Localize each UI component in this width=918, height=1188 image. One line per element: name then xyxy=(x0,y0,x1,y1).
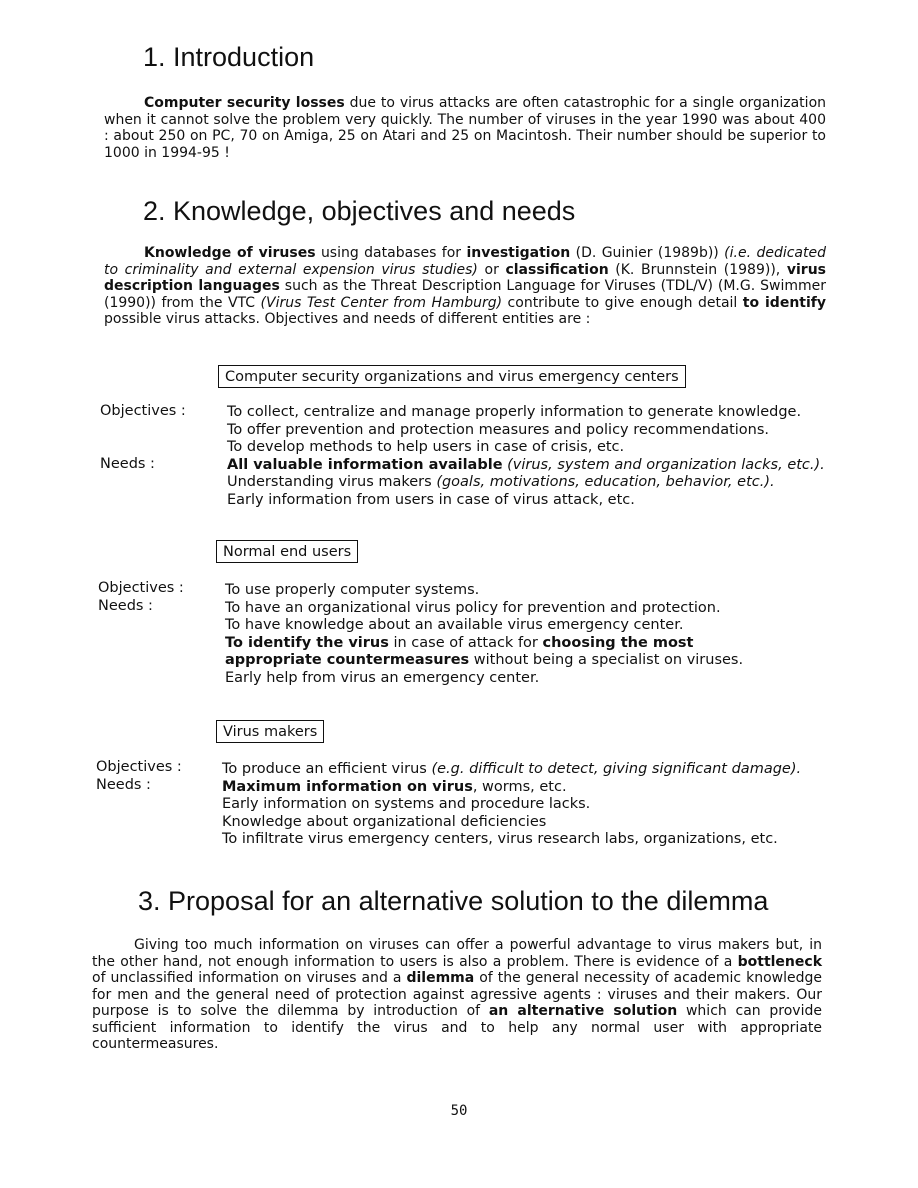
section-1-title: 1. Introduction xyxy=(143,42,315,72)
s3-bold-alternative: an alternative solution xyxy=(488,1003,678,1019)
list-item: Early help from virus an emergency center. xyxy=(225,669,540,686)
e2-need3-plain: in case of attack for xyxy=(388,634,543,651)
s2-text-2: (D. Guinier (1989b)) xyxy=(570,245,725,261)
s1-text: due to virus attacks are often catastrophic for a single organization when it cannot solve the problem very quickly. The number of viruses in the year 1990 was about 400 : about 250 on PC, 70 on Amiga, 25 on Atari and 25 on Macintosh. Their number should be superior to 1000 in 1994-95 ! xyxy=(104,95,827,161)
list-item xyxy=(222,761,801,779)
e3-need1-plain: , worms, etc. xyxy=(472,778,567,795)
section-2-title: 2. Knowledge, objectives and needs xyxy=(143,196,576,226)
list-item: Knowledge about organizational deficiencies xyxy=(222,813,547,830)
list-item: To develop methods to help users in case of crisis, etc. xyxy=(227,439,625,455)
list-item: Early information on systems and procedure lacks. xyxy=(222,796,591,812)
list-item: To use properly computer systems. xyxy=(225,582,480,598)
list-item xyxy=(222,779,801,797)
entity-1-objectives-label: Objectives : xyxy=(100,403,186,419)
list-item xyxy=(227,457,825,475)
s2-bold-investigation: investigation xyxy=(466,245,571,261)
e1-need2-plain: Understanding virus makers xyxy=(227,474,437,490)
e3-need1-bold: Maximum information on virus xyxy=(222,778,473,795)
e2-need3-bold: To identify the virus xyxy=(225,634,389,651)
list-item xyxy=(227,474,825,492)
e3-obj-italic: (e.g. difficult to detect, giving significant damage). xyxy=(431,761,802,777)
s3-text-3: of the general necessity of academic knowledge for men and the general need of protection against agressive agents : viruses and their makers. Our purpose is to solve the dilemma by introduction of xyxy=(92,970,823,1019)
s3-text-2: of unclassified information on viruses and a xyxy=(92,970,407,986)
section-3-title: 3. Proposal for an alternative solution to the dilemma xyxy=(138,886,769,916)
s2-bold-identify: to identify xyxy=(742,294,826,311)
entity-heading-virus-makers: Virus makers xyxy=(216,720,324,743)
section-1-paragraph xyxy=(104,95,826,161)
list-item: To collect, centralize and manage properly information to generate knowledge. xyxy=(227,404,802,420)
s1-bold-lead: Computer security losses xyxy=(144,95,345,111)
section-3-paragraph xyxy=(92,937,822,1053)
list-item xyxy=(225,635,743,653)
s3-text-4: which can provide sufficient information to identify the virus and to help any normal user with appropriate countermeasures. xyxy=(92,1003,822,1052)
s2-text-1: using databases for xyxy=(315,245,467,261)
entity-3-needs-label: Needs : xyxy=(96,777,151,793)
s2-text-7: possible virus attacks. Objectives and needs of different entities are : xyxy=(104,311,591,327)
entity-3-lines xyxy=(222,761,801,849)
s2-text-6: contribute to give enough detail xyxy=(502,294,743,311)
s2-bold-classification: classification xyxy=(505,261,609,278)
list-item: Early information from users in case of virus attack, etc. xyxy=(227,491,635,508)
s2-text-3: or xyxy=(477,261,506,278)
e2-need4-plain: without being a specialist on viruses. xyxy=(469,652,744,668)
s3-bold-bottleneck: bottleneck xyxy=(737,953,822,970)
s2-italic-2: (Virus Test Center from Hamburg) xyxy=(260,294,503,311)
list-item: To have an organizational virus policy for prevention and protection. xyxy=(225,599,721,616)
s2-italic-1: (i.e. dedicated to criminality and external expension virus studies) xyxy=(104,245,826,278)
e1-need-italic: (virus, system and organization lacks, etc.). xyxy=(502,456,825,473)
entity-2-lines xyxy=(225,582,743,687)
e1-need-bold: All valuable information available xyxy=(227,456,503,473)
e3-obj-plain: To produce an efficient virus xyxy=(222,761,432,777)
entity-1-needs-label: Needs : xyxy=(100,456,155,472)
section-2-paragraph xyxy=(104,245,826,328)
e2-need3-bold2: choosing the most xyxy=(542,634,694,651)
s2-bold-languages: virus description languages xyxy=(104,261,826,294)
s2-text-4: (K. Brunnstein (1989)), xyxy=(608,261,787,278)
e2-need4-bold: appropriate countermeasures xyxy=(225,652,470,668)
list-item: To have knowledge about an available virus emergency center. xyxy=(225,617,684,633)
list-item: To offer prevention and protection measures and policy recommendations. xyxy=(227,421,770,438)
s3-text-1: Giving too much information on viruses can offer a powerful advantage to virus makers but, in the other hand, not enough information to users is also a problem. There is evidence of a xyxy=(92,937,822,970)
e1-need2-italic: (goals, motivations, education, behavior, etc.). xyxy=(436,474,775,490)
entity-heading-security-orgs: Computer security organizations and virus emergency centers xyxy=(218,365,686,388)
s2-text-5: such as the Threat Description Language for Viruses (TDL/V) (M.G. Swimmer (1990)) from the VTC xyxy=(104,278,826,311)
entity-1-lines xyxy=(227,404,825,509)
s2-bold-knowledge: Knowledge of viruses xyxy=(144,245,316,261)
entity-heading-end-users: Normal end users xyxy=(216,540,358,563)
entity-2-objectives-label: Objectives : xyxy=(98,580,184,596)
list-item xyxy=(225,652,743,670)
list-item: To infiltrate virus emergency centers, virus research labs, organizations, etc. xyxy=(222,831,778,847)
page-number: 50 xyxy=(450,1103,468,1119)
s3-bold-dilemma: dilemma xyxy=(406,970,475,986)
entity-3-objectives-label: Objectives : xyxy=(96,759,182,775)
entity-2-needs-label: Needs : xyxy=(98,598,153,614)
